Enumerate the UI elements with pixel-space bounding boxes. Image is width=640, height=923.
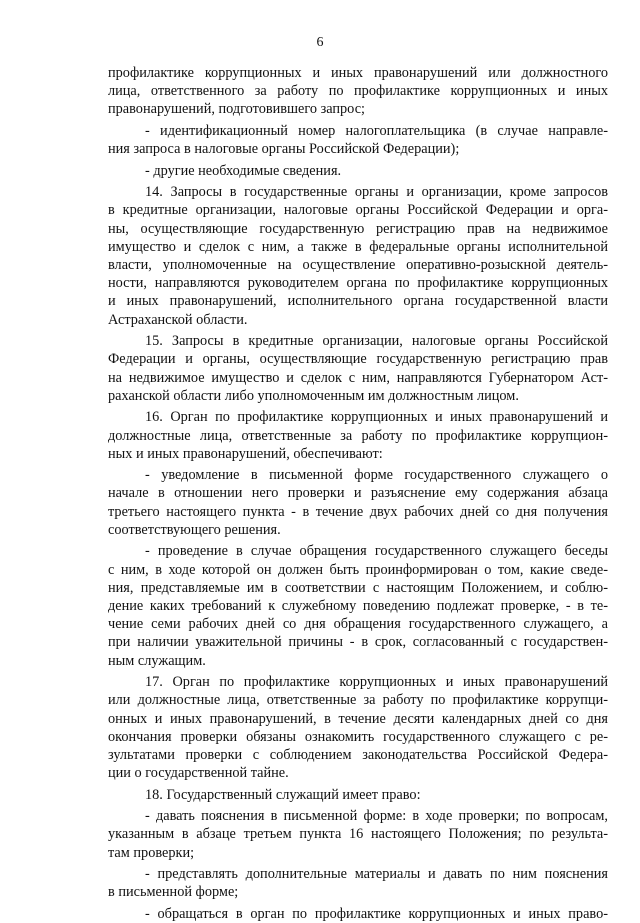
text-line: третьего настоящего пункта - в течение двух рабочих дней со дня получения (108, 503, 608, 520)
text-line: имущество и сделок с ним, а также в федеральные органы исполнительной (108, 238, 608, 255)
text-line: дение каких требований к служебному поведению подлежат проверке, - в те- (108, 597, 608, 614)
text-line: 16. Орган по профилактике коррупционных и иных правонарушений и (145, 409, 608, 426)
text-line: лица, ответственного за работу по профилактике коррупционных и иных (108, 83, 608, 100)
text-line: зультатами проверки с соблюдением законодательства Российской Федера- (108, 746, 608, 763)
text-line: онных и иных правонарушений, в течение десяти календарных дней со дня (108, 710, 608, 727)
text-line: или должностные лица, ответственные за работу по профилактике коррупци- (108, 692, 608, 709)
text-line: на недвижимое имущество и сделок с ним, направляются Губернатором Аст- (108, 369, 608, 386)
text-line: ния запроса в налоговые органы Российской Федерации); (108, 141, 460, 158)
text-line: 17. Орган по профилактике коррупционных и иных правонарушений (145, 674, 608, 691)
text-line: там проверки; (108, 844, 195, 861)
text-line: ны, осуществляющие государственную регистрацию прав на недвижимое (108, 220, 608, 237)
text-line: Федерации и органы, осуществляющие государственную регистрацию прав (108, 351, 608, 368)
text-line: ции о государственной тайне. (108, 765, 289, 782)
document-body (108, 64, 608, 923)
text-line: власти, уполномоченные на осуществление оперативно-розыскной деятель- (108, 257, 608, 274)
text-line: ным служащим. (108, 652, 206, 669)
text-line: 18. Государственный служащий имеет право: (145, 786, 421, 803)
text-line: 15. Запросы в кредитные организации, налоговые органы Российской (145, 333, 608, 350)
text-line: - обращаться в орган по профилактике коррупционных и иных право- (145, 905, 608, 922)
text-line: начале в отношении него проверки и разъяснение ему содержания абзаца (108, 485, 608, 502)
text-line: окончания проверки обязаны ознакомить государственного служащего с ре- (108, 728, 608, 745)
text-line: - проведение в случае обращения государственного служащего беседы (145, 543, 608, 560)
text-line: должностные лица, ответственные за работу по профилактике коррупцион- (108, 427, 608, 444)
text-line: - представлять дополнительные материалы и давать по ним пояснения (145, 866, 608, 883)
text-line: при наличии уважительной причины - в срок, согласованный с государствен- (108, 634, 608, 651)
text-line: в кредитные организации, налоговые органы Российской Федерации и орга- (108, 202, 608, 219)
text-line: - другие необходимые сведения. (145, 162, 342, 179)
text-line: профилактике коррупционных и иных правонарушений или должностного (108, 65, 608, 81)
text-line: - уведомление в письменной форме государственного служащего о (145, 467, 608, 484)
text-line: соответствующего решения. (108, 521, 281, 538)
page-number: 6 (316, 35, 324, 50)
text-line: - давать пояснения в письменной форме: в ходе проверки; по вопросам, (145, 808, 608, 825)
text-line: Астраханской области. (108, 311, 248, 328)
text-line: - идентификационный номер налогоплательщика (в случае направле- (145, 122, 608, 139)
text-line: с ним, в ходе которой он должен быть проинформирован о том, какие сведе- (108, 561, 608, 578)
text-line: 14. Запросы в государственные органы и организации, кроме запросов (145, 184, 608, 201)
text-line: и иных правонарушений, исполнительного органа государственной власти (108, 293, 608, 310)
text-line: чение семи рабочих дней со дня обращения государственного служащего, а (108, 616, 608, 633)
text-line: ных и иных правонарушений, обеспечивают: (108, 445, 383, 462)
text-line: правонарушений, подготовившего запрос; (108, 101, 366, 118)
text-line: ния, представляемые им в соответствии с настоящим Положением, и соблю- (108, 579, 608, 596)
text-line: ности, направляются руководителем органа по профилактике коррупционных (108, 275, 608, 292)
text-line: указанным в абзаце третьем пункта 16 настоящего Положения; по результа- (108, 826, 608, 843)
text-line: раханской области либо уполномоченным им должностным лицом. (108, 387, 519, 404)
text-line: в письменной форме; (108, 884, 239, 901)
